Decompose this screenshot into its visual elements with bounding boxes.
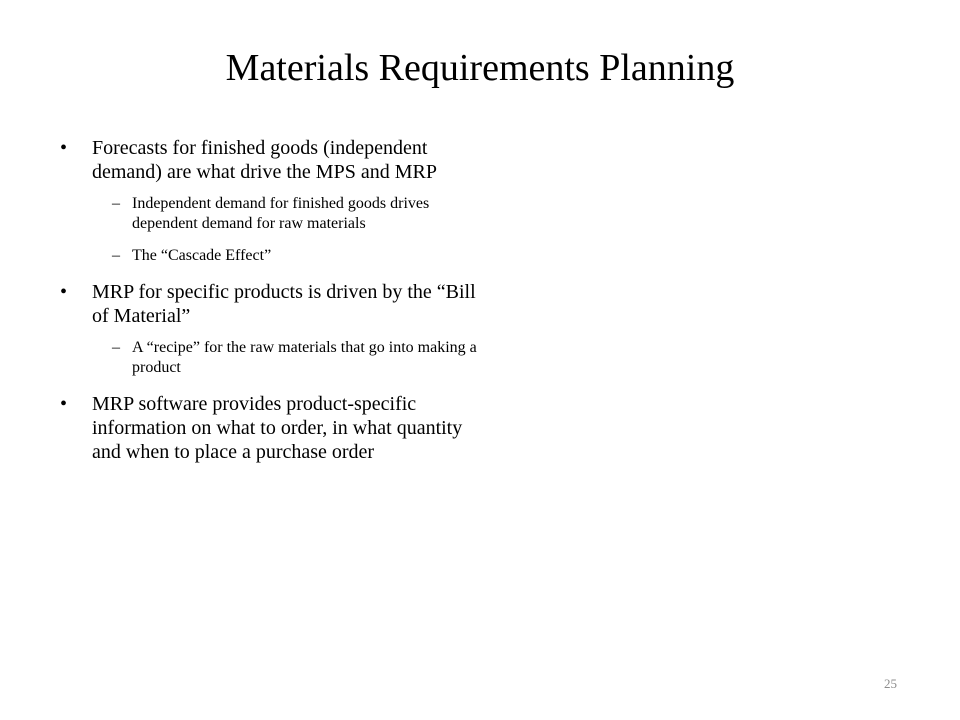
sub-bullet-text: Independent demand for finished goods drives dependent demand for raw materials [132, 195, 430, 232]
bullet-glyph: • [60, 281, 68, 303]
sub-bullet-item [92, 246, 496, 266]
sub-bullet-item [92, 338, 496, 378]
bullet-text: MRP software provides product-specific information on what to order, in what quantity and when to place a purchase order [92, 393, 463, 463]
bullet-list [56, 136, 496, 472]
bullet-glyph: • [60, 393, 68, 415]
dash-glyph: – [112, 247, 120, 264]
bullet-glyph: • [60, 137, 68, 159]
sub-bullet-text: The “Cascade Effect” [132, 247, 272, 264]
sub-bullet-item [92, 194, 496, 234]
bullet-item [56, 280, 496, 378]
bullet-item [56, 136, 496, 266]
dash-glyph: – [112, 339, 120, 356]
slide-number: 25 [884, 676, 897, 691]
sub-bullet-list [92, 338, 496, 378]
sub-bullet-text: A “recipe” for the raw materials that go into making a product [132, 339, 477, 376]
dash-glyph: – [112, 195, 120, 212]
bullet-text: MRP for specific products is driven by the “Bill of Material” [92, 281, 476, 327]
slide-title: Materials Requirements Planning [225, 47, 735, 89]
bullet-text: Forecasts for finished goods (independent demand) are what drive the MPS and MRP [92, 137, 437, 183]
sub-bullet-list [92, 194, 496, 266]
bullet-item [56, 392, 496, 464]
